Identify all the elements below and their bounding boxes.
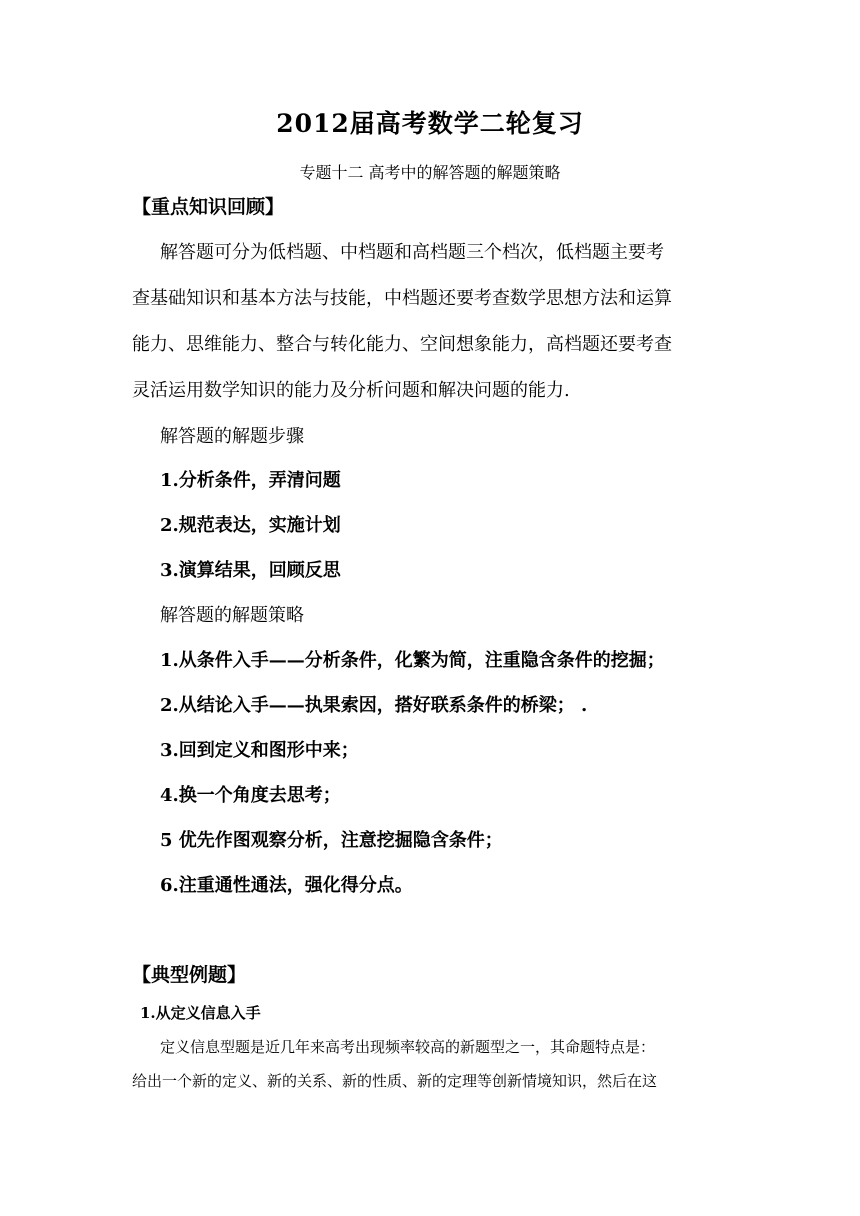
strategy-item-5: 5 优先作图观察分析，注意挖掘隐含条件； <box>160 830 503 851</box>
example-body-line-2: 给出一个新的定义、新的关系、新的性质、新的定理等创新情境知识，然后在这 <box>132 1072 658 1090</box>
intro-line-3: 能力、思维能力、整合与转化能力、空间想象能力，高档题还要考查 <box>132 334 672 355</box>
example-body-line-1: 定义信息型题是近几年来高考出现频率较高的新题型之一，其命题特点是： <box>160 1038 656 1056</box>
step-item-1: 1.分析条件，弄清问题 <box>160 470 341 491</box>
section-heading-key-knowledge: 【重点知识回顾】 <box>132 196 285 218</box>
strategy-item-1: 1.从条件入手——分析条件，化繁为简，注重隐含条件的挖掘； <box>160 650 665 671</box>
strategy-item-2: 2.从结论入手——执果索因，搭好联系条件的桥梁； . <box>160 695 588 716</box>
step-item-2: 2.规范表达，实施计划 <box>160 515 341 536</box>
document-title: 2012届高考数学二轮复习 <box>276 109 584 138</box>
strategy-item-3: 3.回到定义和图形中来； <box>160 740 359 761</box>
intro-line-2: 查基础知识和基本方法与技能，中档题还要考查数学思想方法和运算 <box>132 288 672 309</box>
strategy-item-6: 6.注重通性通法，强化得分点。 <box>160 875 413 896</box>
intro-line-4: 灵活运用数学知识的能力及分析问题和解决问题的能力. <box>132 380 570 401</box>
step-item-3: 3.演算结果，回顾反思 <box>160 560 341 581</box>
intro-line-1: 解答题可分为低档题、中档题和高档题三个档次，低档题主要考 <box>160 242 664 263</box>
example-subheading-1: 1.从定义信息入手 <box>140 1004 261 1022</box>
section-heading-typical-examples: 【典型例题】 <box>132 964 247 986</box>
strategy-item-4: 4.换一个角度去思考； <box>160 785 341 806</box>
strategies-heading: 解答题的解题策略 <box>160 605 304 626</box>
steps-heading: 解答题的解题步骤 <box>160 426 304 447</box>
document-subtitle: 专题十二 高考中的解答题的解题策略 <box>299 163 561 182</box>
